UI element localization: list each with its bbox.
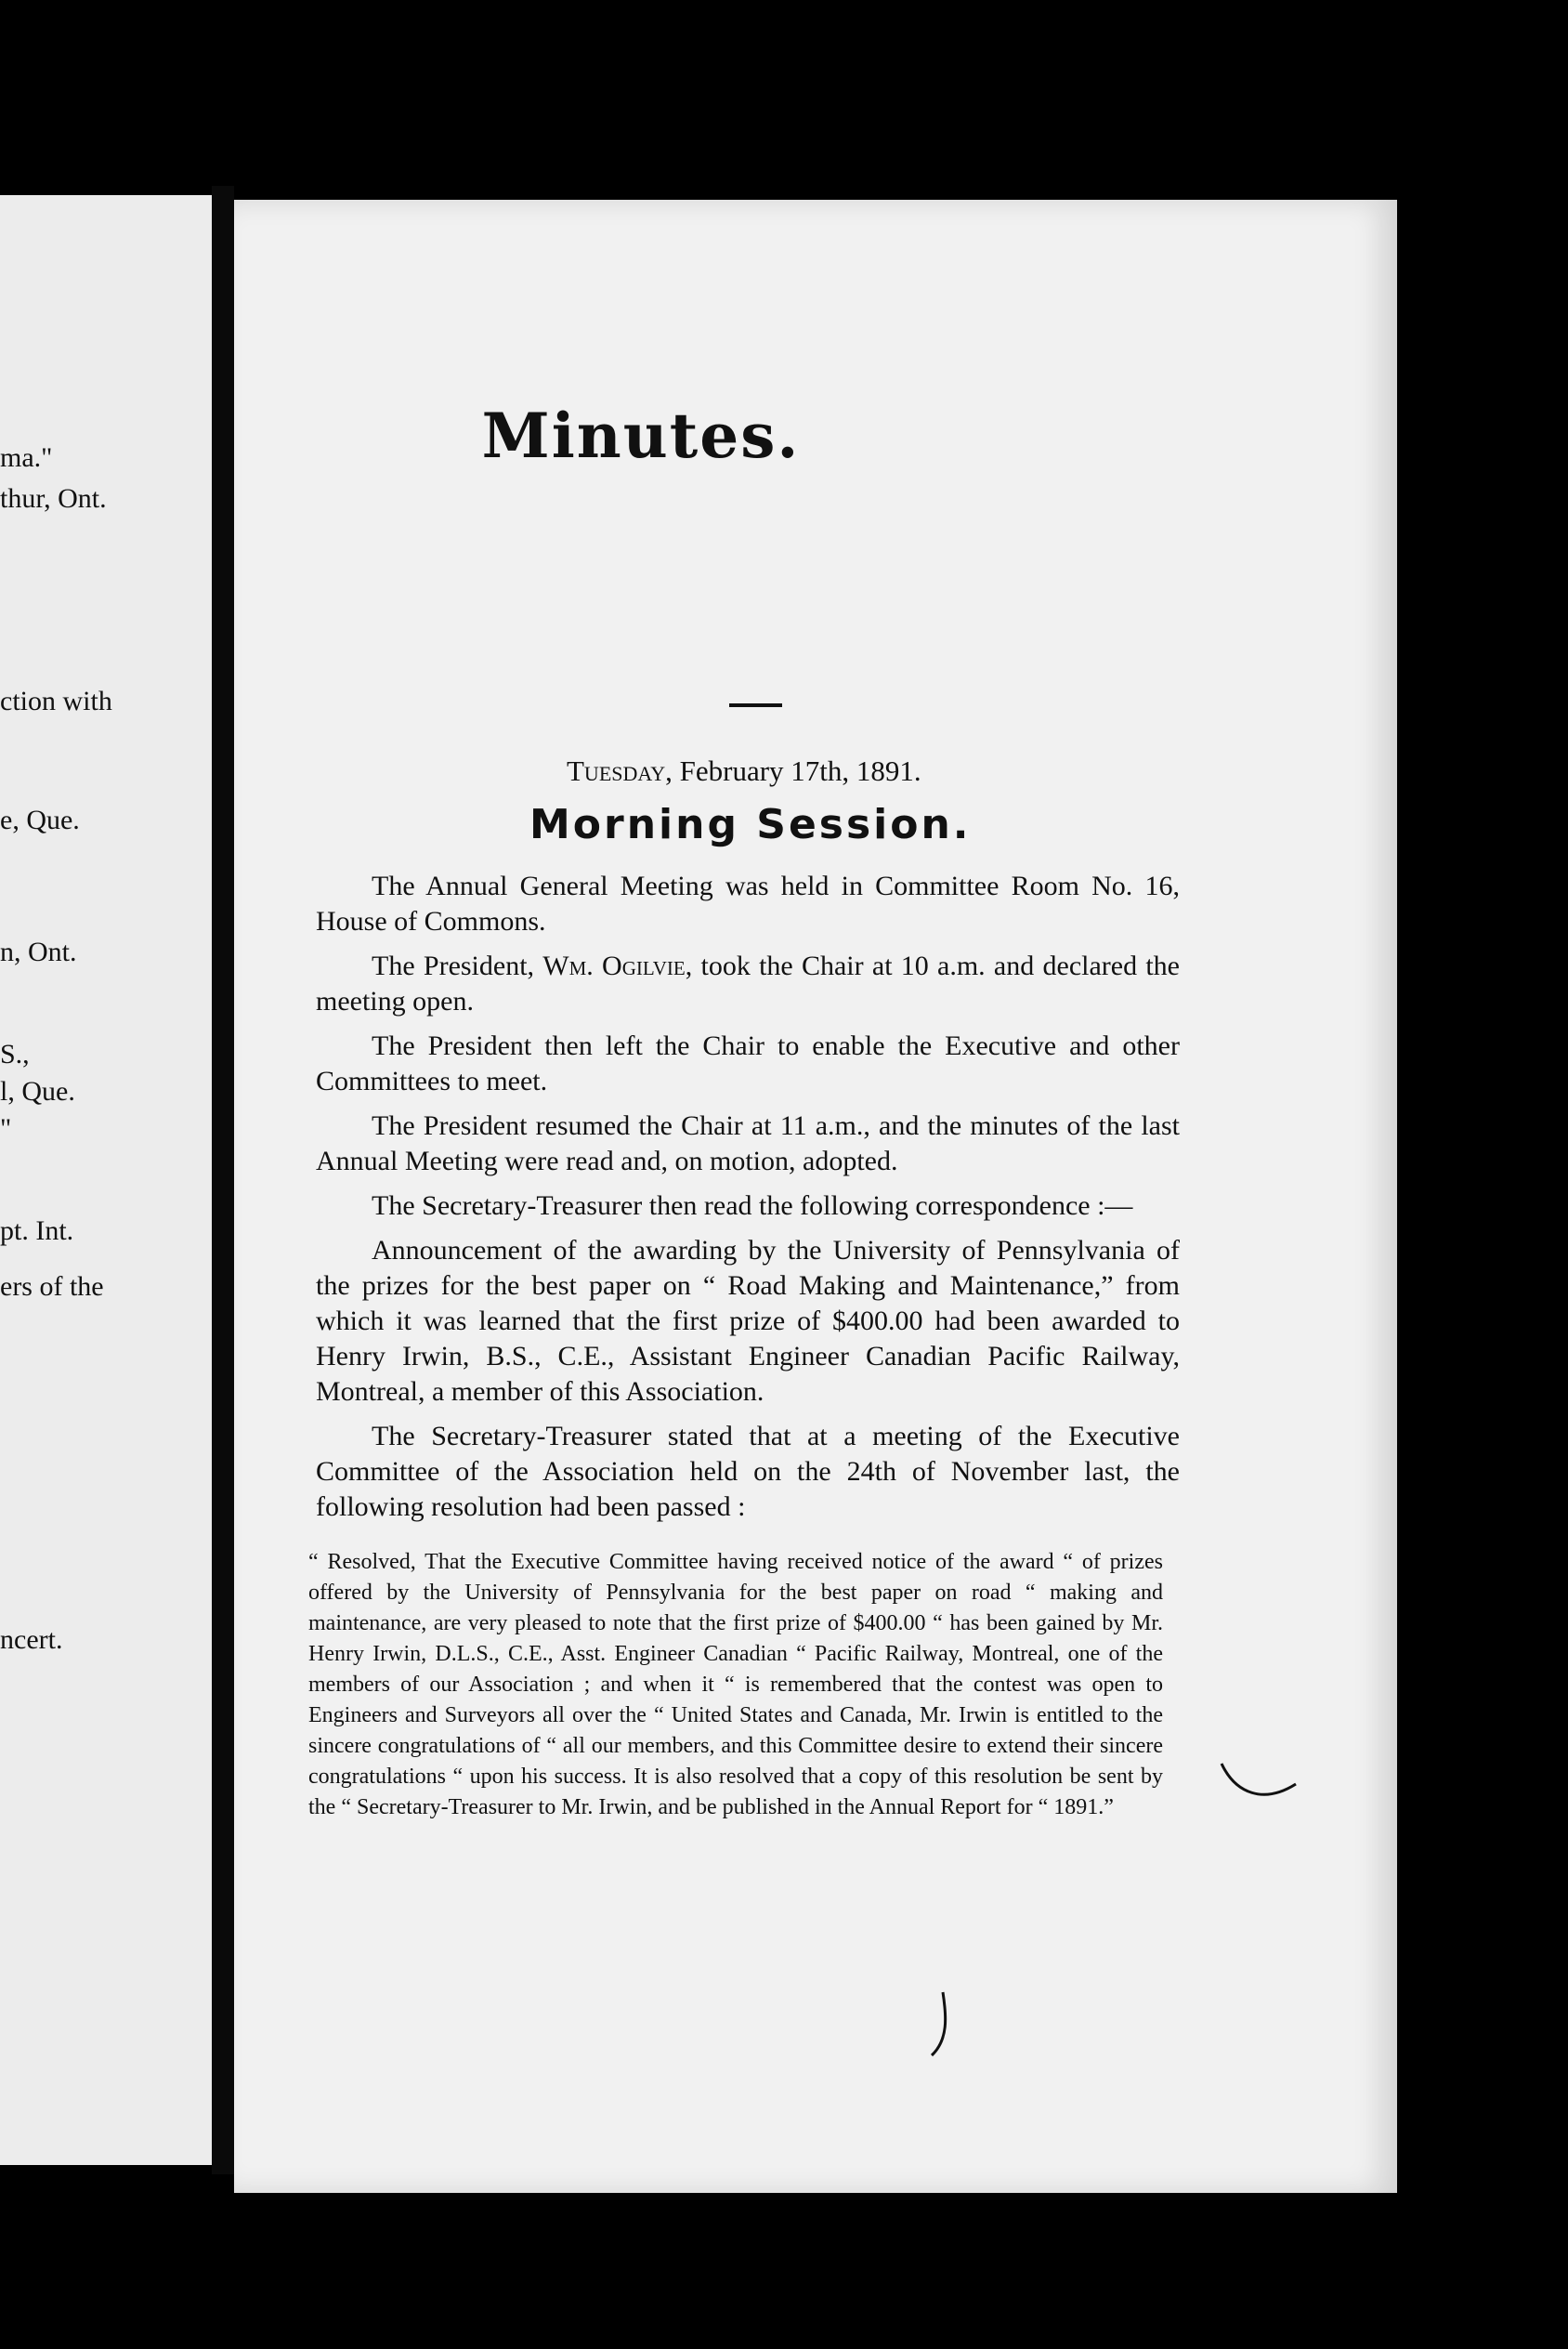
- left-fragment-line: thur, Ont.: [0, 483, 107, 514]
- session-heading: Morning Session.: [529, 801, 972, 848]
- title-rule: [729, 703, 782, 707]
- date-weekday: Tuesday: [567, 755, 666, 787]
- resolution-text: “ Resolved, That the Executive Committee having received notice of the award “ of prizes offered by the University of Pennsylvania for the best paper on road “ making and maintenance, are very pleased to note that the first prize of $400.00 “ has been gained by Mr. Henry Irwin, D.L.S., C.E., Asst. Engineer Canadian “ Pacific Railway, Montreal, one of the members of our Association ; and when it “ is remembered that the contest was open to Engineers and Surveyors all over the “ United States and Canada, Mr. Irwin is entitled to the sincere congratulations of “ all our members, and this Committee desire to extend their sincere congratulations “ upon his success. It is also resolved that a copy of this resolution be sent by the “ Secretary-Treasurer to Mr. Irwin, and be published in the Annual Report for “ 1891.”: [308, 1550, 1163, 1819]
- meeting-date: [567, 755, 957, 788]
- paragraph: The Secretary-Treasurer then read the following correspondence :—: [372, 1190, 1133, 1221]
- paragraph: The President resumed the Chair at 11 a.m., and the minutes of the last Annual Meeting were read and, on motion, adopted.: [316, 1110, 1180, 1176]
- left-fragment-line: S.,: [0, 1039, 30, 1070]
- paragraph: Announcement of the awarding by the University of Pennsylvania of the prizes for the best paper on “ Road Making and Maintenance,” from which it was learned that the first prize of $400.00 had been awarded to Henry Irwin, B.S., C.E., Assistant Engineer Canadian Pacific Railway, Montreal, a member of this Association.: [316, 1235, 1180, 1407]
- paragraph-text: , took the Chair at 10 a.m. and declared the meeting open.: [316, 951, 1180, 1017]
- left-fragment-line: ncert.: [0, 1624, 63, 1655]
- left-fragment-line: ": [0, 1113, 12, 1144]
- paragraph-text: The President,: [372, 951, 543, 981]
- pencil-mark: [1217, 1756, 1300, 1812]
- book-gutter: [212, 186, 234, 2174]
- left-fragment-line: ction with: [0, 686, 112, 716]
- paragraph: [316, 949, 1180, 1019]
- left-fragment-line: l, Que.: [0, 1076, 75, 1107]
- left-fragment-line: n, Ont.: [0, 937, 77, 967]
- pencil-mark: [924, 1988, 961, 2063]
- left-fragment-line: e, Que.: [0, 805, 80, 835]
- left-fragment-line: pt. Int.: [0, 1215, 74, 1246]
- page-title: Minutes.: [481, 400, 801, 472]
- paragraph: The Annual General Meeting was held in Committee Room No. 16, House of Commons.: [316, 871, 1180, 937]
- facing-page-fragment: [0, 195, 212, 2165]
- left-fragment-line: ma.": [0, 442, 53, 473]
- paragraph: The Secretary-Treasurer stated that at a meeting of the Executive Committee of the Association held on the 24th of November last, the following resolution had been passed :: [316, 1421, 1180, 1522]
- paragraph: The President then left the Chair to enable the Executive and other Committees to meet.: [316, 1030, 1180, 1096]
- resolution-quote: [308, 1547, 1163, 1823]
- minutes-body: [316, 869, 1180, 1534]
- date-rest: , February 17th, 1891.: [665, 755, 921, 787]
- left-fragment-line: ers of the: [0, 1271, 104, 1302]
- president-name: Wm. Ogilvie: [542, 951, 686, 981]
